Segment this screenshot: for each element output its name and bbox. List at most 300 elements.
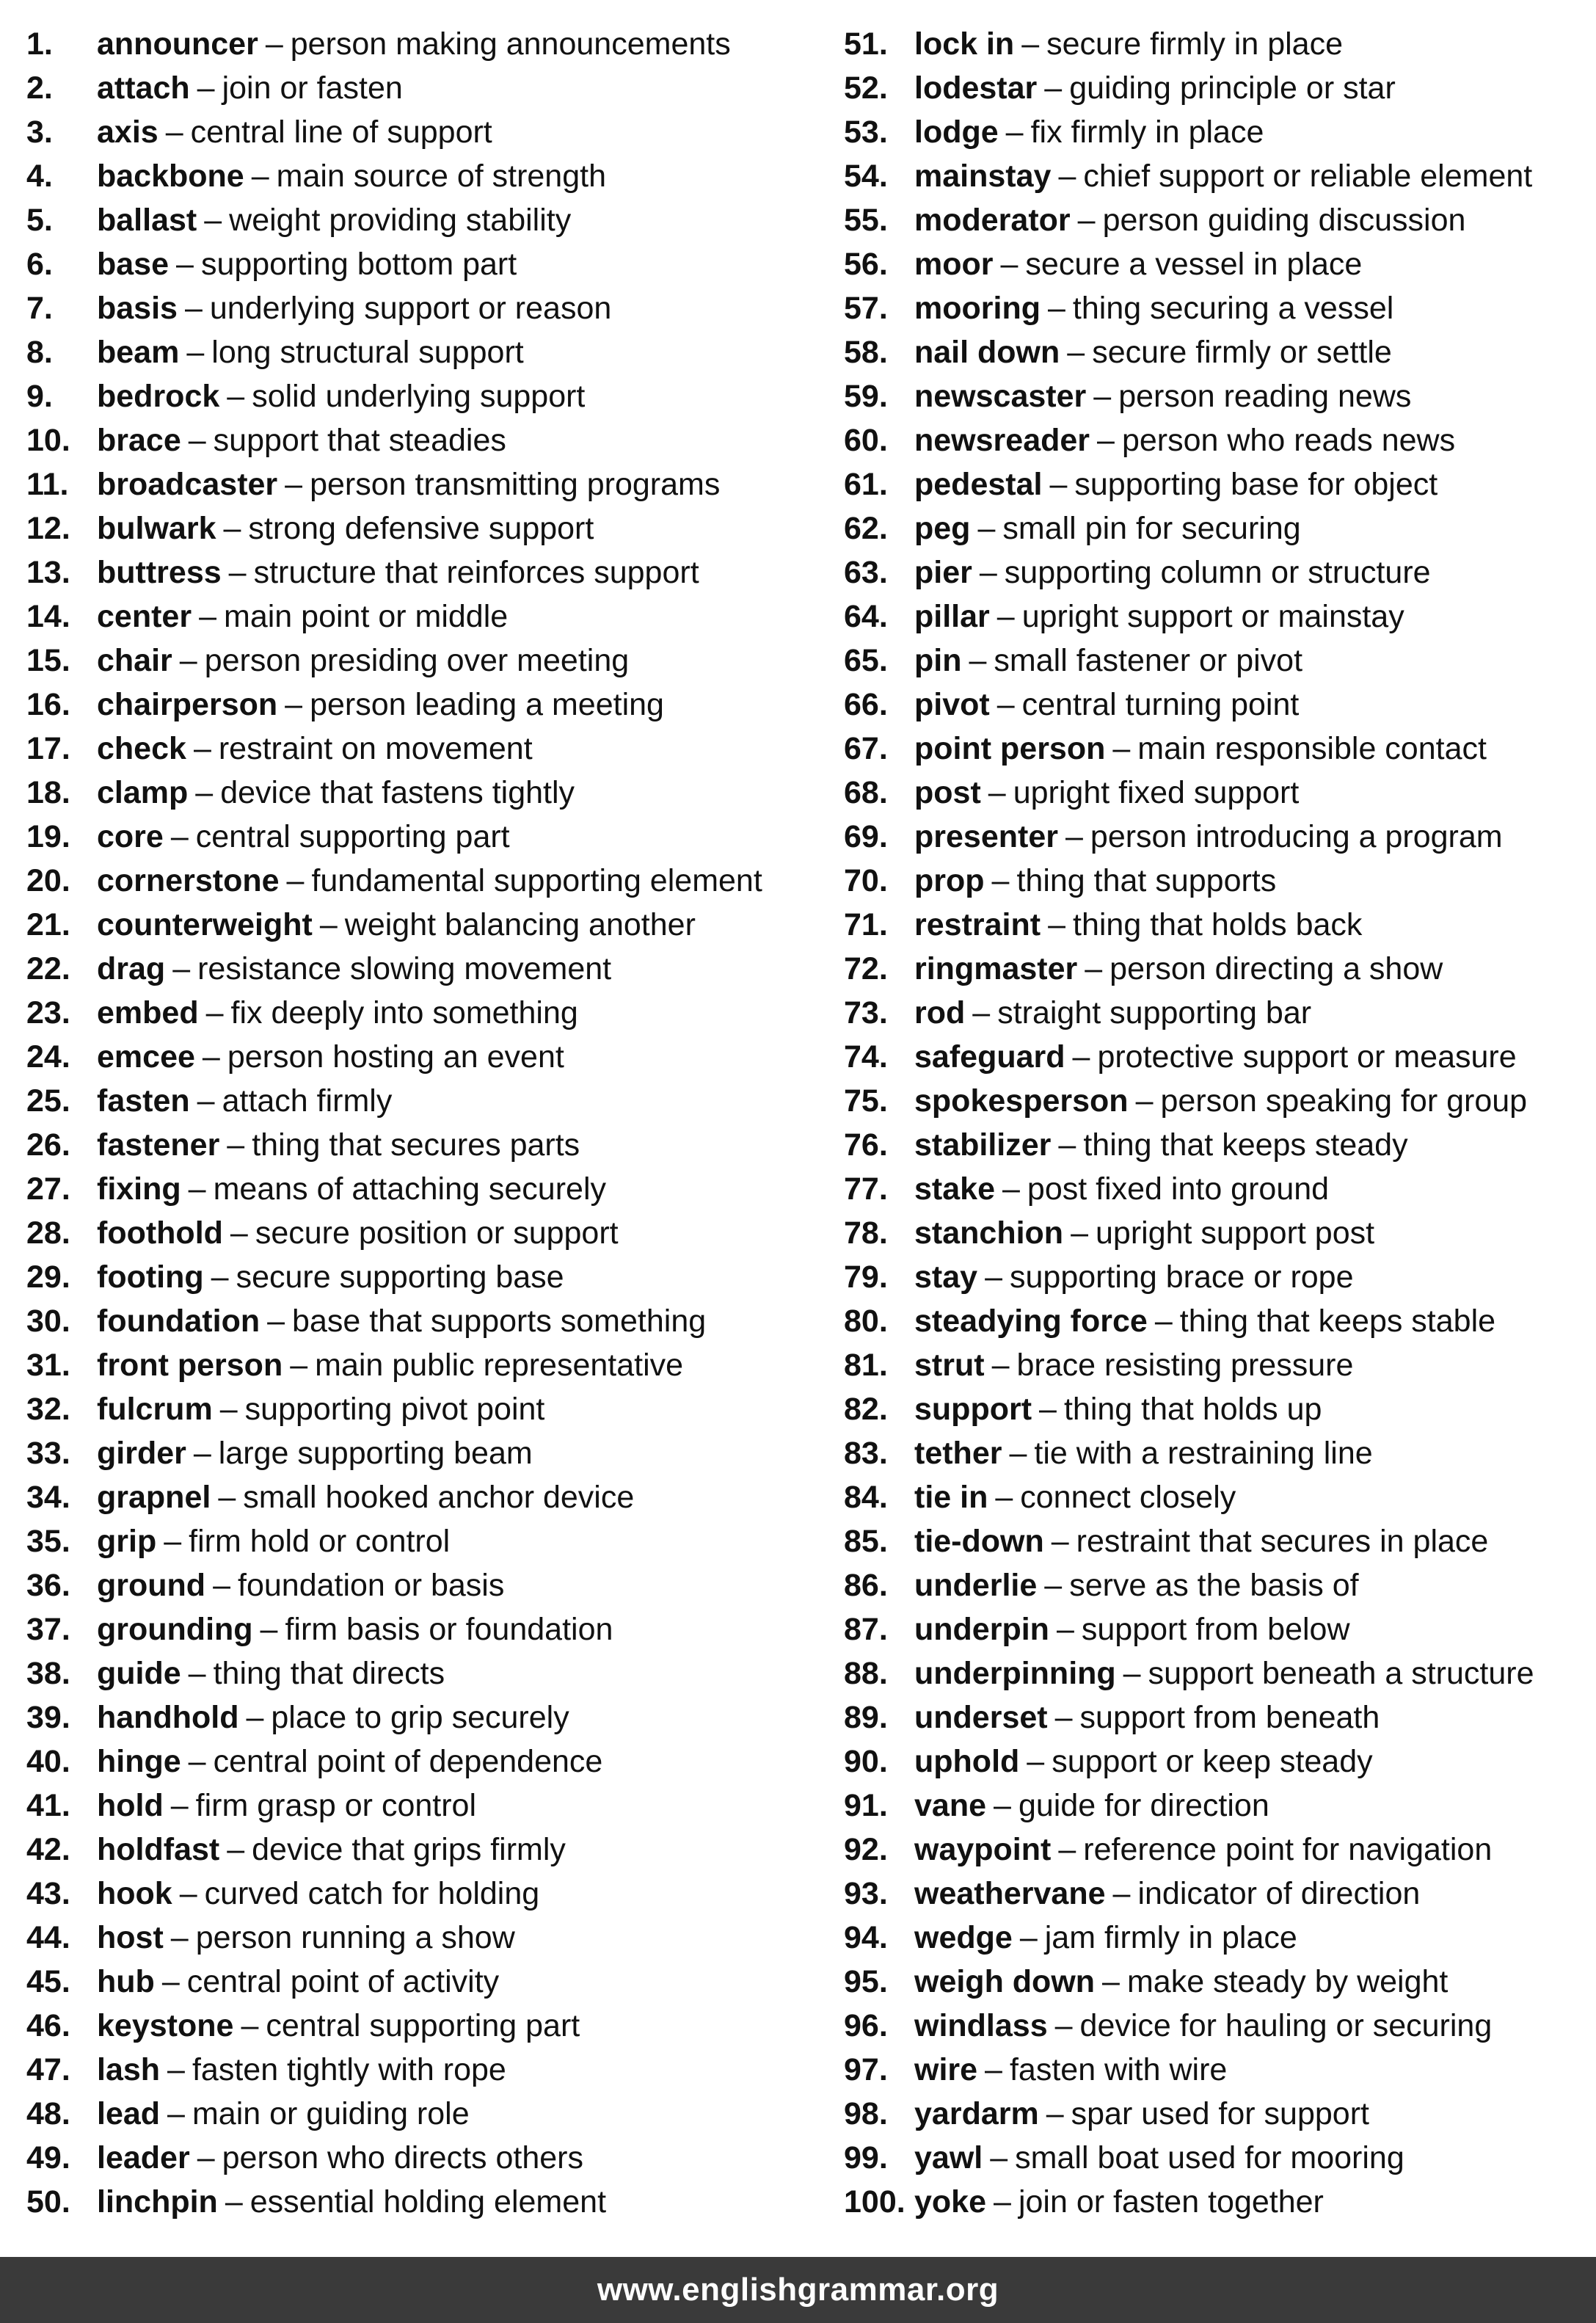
entry-number: 89. <box>844 1700 888 1735</box>
word-entry <box>844 374 1585 418</box>
entry-definition: solid underlying support <box>252 379 586 414</box>
entry-term: axis <box>97 114 158 150</box>
entry-term: cornerstone <box>97 863 280 898</box>
entry-number: 10. <box>26 423 70 458</box>
entry-term: lodge <box>914 114 999 150</box>
word-entry <box>844 1828 1585 1872</box>
entry-number: 82. <box>844 1392 888 1427</box>
entry-number: 48. <box>26 2096 70 2131</box>
entry-separator: – <box>184 291 203 326</box>
entry-definition: restraint that secures in place <box>1076 1524 1489 1559</box>
entry-definition: secure firmly or settle <box>1092 335 1392 370</box>
word-entry <box>26 771 826 815</box>
entry-definition: central point of activity <box>186 1964 500 1999</box>
word-entry <box>26 991 826 1035</box>
entry-term: tie in <box>914 1480 988 1515</box>
entry-number: 46. <box>26 2008 70 2043</box>
word-entry <box>844 242 1585 286</box>
entry-definition: person making announcements <box>290 26 731 62</box>
entry-separator: – <box>251 159 269 194</box>
entry-number: 57. <box>844 291 888 326</box>
entry-term: foundation <box>97 1304 260 1339</box>
entry-definition: jam firmly in place <box>1044 1920 1297 1955</box>
entry-separator: – <box>164 1524 182 1559</box>
entry-definition: device that fastens tightly <box>220 775 575 810</box>
entry-number: 17. <box>26 731 70 766</box>
entry-number: 96. <box>844 2008 888 2043</box>
entry-separator: – <box>985 1259 1002 1295</box>
entry-term: linchpin <box>97 2184 218 2220</box>
entry-separator: – <box>265 26 283 62</box>
entry-separator: – <box>176 247 194 282</box>
entry-definition: straight supporting bar <box>997 995 1312 1030</box>
entry-definition: supporting brace or rope <box>1010 1259 1354 1295</box>
entry-term: nail down <box>914 335 1060 370</box>
entry-separator: – <box>1056 1612 1074 1647</box>
entry-term: leader <box>97 2140 190 2175</box>
entry-term: underset <box>914 1700 1048 1735</box>
word-entry <box>844 1299 1585 1343</box>
entry-definition: main source of strength <box>276 159 606 194</box>
entry-number: 53. <box>844 114 888 150</box>
entry-term: moor <box>914 247 994 282</box>
entry-number: 8. <box>26 335 53 370</box>
entry-number: 19. <box>26 819 70 854</box>
entry-term: vane <box>914 1788 987 1823</box>
entry-separator: – <box>1123 1656 1141 1691</box>
entry-term: fixing <box>97 1171 181 1207</box>
word-entry <box>26 859 826 903</box>
word-entry <box>844 2092 1585 2136</box>
footer-bar <box>0 2257 1596 2323</box>
word-entry <box>844 2048 1585 2092</box>
entry-term: chairperson <box>97 687 278 722</box>
entry-number: 14. <box>26 599 70 634</box>
word-entry <box>26 286 826 330</box>
entry-number: 50. <box>26 2184 70 2220</box>
entry-number: 45. <box>26 1964 70 1999</box>
entry-definition: fix firmly in place <box>1030 114 1264 150</box>
entry-term: hinge <box>97 1744 181 1779</box>
entry-separator: – <box>988 775 1006 810</box>
entry-term: stanchion <box>914 1215 1064 1251</box>
entry-separator: – <box>1093 379 1112 414</box>
entry-separator: – <box>199 599 216 634</box>
entry-definition: support or keep steady <box>1052 1744 1373 1779</box>
entry-separator: – <box>241 2008 259 2043</box>
entry-number: 65. <box>844 643 888 678</box>
entry-term: lodestar <box>914 70 1038 106</box>
entry-number: 13. <box>26 555 70 590</box>
entry-number: 68. <box>844 775 888 810</box>
word-entry <box>26 2136 826 2180</box>
entry-definition: connect closely <box>1020 1480 1236 1515</box>
entry-number: 98. <box>844 2096 888 2131</box>
word-entry <box>844 595 1585 639</box>
entry-separator: – <box>972 995 991 1030</box>
entry-term: embed <box>97 995 199 1030</box>
entry-term: post <box>914 775 981 810</box>
entry-number: 75. <box>844 1083 888 1119</box>
entry-number: 36. <box>26 1568 70 1603</box>
word-entry <box>844 1739 1585 1784</box>
entry-term: stake <box>914 1171 995 1207</box>
entry-number: 92. <box>844 1832 888 1867</box>
entry-definition: person directing a show <box>1109 951 1443 986</box>
entry-term: yoke <box>914 2184 987 2220</box>
entry-number: 84. <box>844 1480 888 1515</box>
entry-number: 95. <box>844 1964 888 1999</box>
entry-separator: – <box>996 687 1015 722</box>
entry-number: 52. <box>844 70 888 106</box>
entry-separator: – <box>1019 1920 1038 1955</box>
entry-definition: guiding principle or star <box>1069 70 1396 106</box>
entry-definition: supporting pivot point <box>244 1392 545 1427</box>
entry-separator: – <box>188 1744 206 1779</box>
word-entry <box>26 1828 826 1872</box>
entry-separator: – <box>186 335 205 370</box>
entry-term: wedge <box>914 1920 1013 1955</box>
entry-term: waypoint <box>914 1832 1052 1867</box>
word-entry <box>26 815 826 859</box>
entry-term: fastener <box>97 1127 220 1163</box>
entry-term: bulwark <box>97 511 216 546</box>
entry-definition: small hooked anchor device <box>243 1480 635 1515</box>
entry-term: pillar <box>914 599 990 634</box>
entry-term: ringmaster <box>914 951 1078 986</box>
word-entry <box>26 1916 826 1960</box>
entry-term: pin <box>914 643 962 678</box>
entry-separator: – <box>1067 335 1085 370</box>
entry-number: 77. <box>844 1171 888 1207</box>
word-entry <box>844 991 1585 1035</box>
word-entry <box>26 1872 826 1916</box>
word-entry <box>844 1431 1585 1475</box>
entry-number: 12. <box>26 511 70 546</box>
word-entry <box>26 2004 826 2048</box>
word-entry <box>26 506 826 550</box>
word-entry <box>26 1035 826 1079</box>
entry-separator: – <box>1135 1083 1154 1119</box>
entry-separator: – <box>188 1656 206 1691</box>
entry-term: guide <box>97 1656 181 1691</box>
entry-definition: thing that holds back <box>1073 907 1363 942</box>
word-entry <box>844 1960 1585 2004</box>
entry-separator: – <box>1071 1215 1088 1251</box>
entry-separator: – <box>202 1039 220 1075</box>
entry-definition: support from below <box>1081 1612 1350 1647</box>
word-entry <box>26 2048 826 2092</box>
entry-separator: – <box>1046 2096 1064 2131</box>
word-entry <box>844 2004 1585 2048</box>
entry-number: 71. <box>844 907 888 942</box>
entry-number: 94. <box>844 1920 888 1955</box>
entry-separator: – <box>219 1392 238 1427</box>
entry-separator: – <box>1049 467 1068 502</box>
entry-term: moderator <box>914 203 1071 238</box>
word-entry <box>844 771 1585 815</box>
entry-definition: fasten with wire <box>1009 2052 1228 2087</box>
word-entry <box>26 550 826 595</box>
entry-definition: make steady by weight <box>1126 1964 1449 1999</box>
entry-definition: base that supports something <box>292 1304 707 1339</box>
word-entry <box>26 2092 826 2136</box>
entry-term: support <box>914 1392 1032 1427</box>
entry-term: holdfast <box>97 1832 220 1867</box>
entry-number: 70. <box>844 863 888 898</box>
entry-separator: – <box>1002 1171 1020 1207</box>
entry-number: 21. <box>26 907 70 942</box>
entry-term: pedestal <box>914 467 1043 502</box>
entry-term: mainstay <box>914 159 1052 194</box>
entry-number: 9. <box>26 379 53 414</box>
entry-term: tie-down <box>914 1524 1044 1559</box>
word-entry <box>844 1563 1585 1607</box>
entry-term: grounding <box>97 1612 253 1647</box>
footer-website-url[interactable]: www.englishgrammar.org <box>597 2272 999 2308</box>
entry-separator: – <box>1000 247 1019 282</box>
entry-number: 20. <box>26 863 70 898</box>
entry-definition: thing that keeps steady <box>1083 1127 1408 1163</box>
entry-definition: person leading a meeting <box>310 687 664 722</box>
entry-number: 83. <box>844 1436 888 1471</box>
entry-separator: – <box>1051 1524 1069 1559</box>
entry-definition: weight balancing another <box>344 907 696 942</box>
entry-definition: weight providing stability <box>229 203 572 238</box>
word-entry <box>26 1784 826 1828</box>
entry-number: 49. <box>26 2140 70 2175</box>
entry-definition: upright fixed support <box>1013 775 1300 810</box>
word-entry <box>844 2136 1585 2180</box>
entry-separator: – <box>1072 1039 1090 1075</box>
word-entry <box>26 639 826 683</box>
entry-definition: thing that secures parts <box>252 1127 580 1163</box>
entry-number: 72. <box>844 951 888 986</box>
entry-separator: – <box>1039 1392 1057 1427</box>
entry-term: beam <box>97 335 180 370</box>
entry-term: yardarm <box>914 2096 1039 2131</box>
entry-definition: serve as the basis of <box>1069 1568 1359 1603</box>
word-entry <box>844 110 1585 154</box>
entry-number: 47. <box>26 2052 70 2087</box>
entry-term: grip <box>97 1524 157 1559</box>
entry-term: lead <box>97 2096 161 2131</box>
entry-definition: supporting bottom part <box>200 247 517 282</box>
word-entry <box>26 947 826 991</box>
entry-term: pivot <box>914 687 990 722</box>
entry-definition: structure that reinforces support <box>253 555 699 590</box>
word-entry <box>26 154 826 198</box>
entry-term: girder <box>97 1436 186 1471</box>
word-entry <box>844 1519 1585 1563</box>
entry-number: 27. <box>26 1171 70 1207</box>
entry-term: restraint <box>914 907 1041 942</box>
word-entry <box>844 22 1585 66</box>
entry-term: drag <box>97 951 166 986</box>
entry-separator: – <box>167 2096 185 2131</box>
entry-separator: – <box>161 1964 180 1999</box>
entry-definition: main or guiding role <box>192 2096 470 2131</box>
entry-term: footing <box>97 1259 204 1295</box>
entry-separator: – <box>218 1480 236 1515</box>
entry-separator: – <box>170 1788 189 1823</box>
entry-separator: – <box>319 907 338 942</box>
entry-number: 44. <box>26 1920 70 1955</box>
entry-term: weigh down <box>914 1964 1096 1999</box>
entry-definition: person reading news <box>1118 379 1412 414</box>
entry-number: 40. <box>26 1744 70 1779</box>
word-entry <box>26 1475 826 1519</box>
entry-term: lash <box>97 2052 161 2087</box>
entry-number: 99. <box>844 2140 888 2175</box>
entry-separator: – <box>1065 819 1083 854</box>
entry-term: broadcaster <box>97 467 278 502</box>
entry-definition: main point or middle <box>224 599 509 634</box>
entry-term: chair <box>97 643 172 678</box>
entry-term: hold <box>97 1788 164 1823</box>
word-entry <box>844 1475 1585 1519</box>
entry-separator: – <box>994 1788 1011 1823</box>
entry-number: 1. <box>26 26 53 62</box>
entry-definition: person guiding discussion <box>1102 203 1466 238</box>
word-entry <box>26 1387 826 1431</box>
entry-definition: place to grip securely <box>271 1700 569 1735</box>
word-entry <box>26 462 826 506</box>
entry-number: 76. <box>844 1127 888 1163</box>
entry-definition: join or fasten <box>222 70 403 106</box>
entry-definition: small fastener or pivot <box>994 643 1303 678</box>
entry-definition: chief support or reliable element <box>1083 159 1533 194</box>
entry-definition: person presiding over meeting <box>204 643 630 678</box>
word-entry <box>844 154 1585 198</box>
entry-definition: device for hauling or securing <box>1079 2008 1493 2043</box>
entry-number: 69. <box>844 819 888 854</box>
entry-number: 18. <box>26 775 70 810</box>
word-entry <box>844 1607 1585 1651</box>
entry-definition: thing that supports <box>1016 863 1277 898</box>
word-entry <box>26 1519 826 1563</box>
entry-term: attach <box>97 70 190 106</box>
entry-term: uphold <box>914 1744 1020 1779</box>
word-entry <box>844 550 1585 595</box>
word-entry <box>26 1739 826 1784</box>
word-entry <box>26 683 826 727</box>
entry-separator: – <box>267 1304 285 1339</box>
entry-separator: – <box>1005 114 1024 150</box>
entry-number: 24. <box>26 1039 70 1075</box>
entry-definition: curved catch for holding <box>204 1876 540 1911</box>
word-entry <box>844 1167 1585 1211</box>
entry-separator: – <box>977 511 996 546</box>
entry-number: 79. <box>844 1259 888 1295</box>
entry-definition: support beneath a structure <box>1148 1656 1534 1691</box>
entry-separator: – <box>197 2140 215 2175</box>
entry-separator: – <box>193 731 211 766</box>
word-entry <box>26 1167 826 1211</box>
word-entry <box>844 66 1585 110</box>
entry-separator: – <box>1044 70 1063 106</box>
entry-definition: guide for direction <box>1018 1788 1269 1823</box>
entry-separator: – <box>1154 1304 1173 1339</box>
entry-term: peg <box>914 511 971 546</box>
entry-term: bedrock <box>97 379 220 414</box>
entry-number: 37. <box>26 1612 70 1647</box>
entry-definition: secure firmly in place <box>1046 26 1343 62</box>
entry-definition: main public representative <box>315 1348 684 1383</box>
entry-definition: support from beneath <box>1079 1700 1380 1735</box>
entry-number: 41. <box>26 1788 70 1823</box>
entry-separator: – <box>188 423 206 458</box>
word-entry <box>844 1343 1585 1387</box>
word-entry <box>844 815 1585 859</box>
entry-term: counterweight <box>97 907 313 942</box>
entry-definition: central supporting part <box>266 2008 580 2043</box>
entry-term: weathervane <box>914 1876 1106 1911</box>
entry-definition: post fixed into ground <box>1027 1171 1330 1207</box>
entry-separator: – <box>197 1083 215 1119</box>
entry-number: 60. <box>844 423 888 458</box>
entry-number: 90. <box>844 1744 888 1779</box>
word-list-left-column <box>26 22 826 2224</box>
entry-number: 26. <box>26 1127 70 1163</box>
entry-number: 80. <box>844 1304 888 1339</box>
entry-term: hook <box>97 1876 172 1911</box>
entry-term: foothold <box>97 1215 223 1251</box>
entry-number: 93. <box>844 1876 888 1911</box>
entry-separator: – <box>197 70 215 106</box>
entry-definition: person transmitting programs <box>310 467 721 502</box>
entry-definition: secure supporting base <box>236 1259 564 1295</box>
entry-separator: – <box>1047 291 1065 326</box>
entry-number: 29. <box>26 1259 70 1295</box>
entry-term: rod <box>914 995 966 1030</box>
word-entry <box>26 1255 826 1299</box>
entry-definition: fix deeply into something <box>230 995 578 1030</box>
entry-definition: protective support or measure <box>1097 1039 1517 1075</box>
word-entry <box>844 286 1585 330</box>
entry-term: newscaster <box>914 379 1087 414</box>
entry-separator: – <box>228 555 247 590</box>
entry-term: strut <box>914 1348 985 1383</box>
entry-definition: person running a show <box>195 1920 515 1955</box>
entry-definition: long structural support <box>211 335 524 370</box>
entry-separator: – <box>1058 159 1076 194</box>
entry-term: stay <box>914 1259 978 1295</box>
word-entry <box>844 1651 1585 1695</box>
entry-separator: – <box>172 951 191 986</box>
entry-definition: thing that keeps stable <box>1179 1304 1496 1339</box>
entry-definition: main responsible contact <box>1137 731 1487 766</box>
entry-definition: underlying support or reason <box>209 291 612 326</box>
entry-separator: – <box>991 863 1010 898</box>
entry-number: 43. <box>26 1876 70 1911</box>
word-entry <box>26 66 826 110</box>
entry-number: 30. <box>26 1304 70 1339</box>
entry-term: yawl <box>914 2140 983 2175</box>
word-entry <box>844 903 1585 947</box>
entry-definition: attach firmly <box>222 1083 393 1119</box>
entry-number: 81. <box>844 1348 888 1383</box>
word-entry <box>26 1123 826 1167</box>
word-entry <box>844 1784 1585 1828</box>
word-entry <box>844 1255 1585 1299</box>
entry-separator: – <box>227 1832 245 1867</box>
entry-term: handhold <box>97 1700 239 1735</box>
entry-separator: – <box>193 1436 211 1471</box>
entry-definition: supporting base for object <box>1074 467 1438 502</box>
entry-separator: – <box>1044 1568 1063 1603</box>
entry-number: 35. <box>26 1524 70 1559</box>
